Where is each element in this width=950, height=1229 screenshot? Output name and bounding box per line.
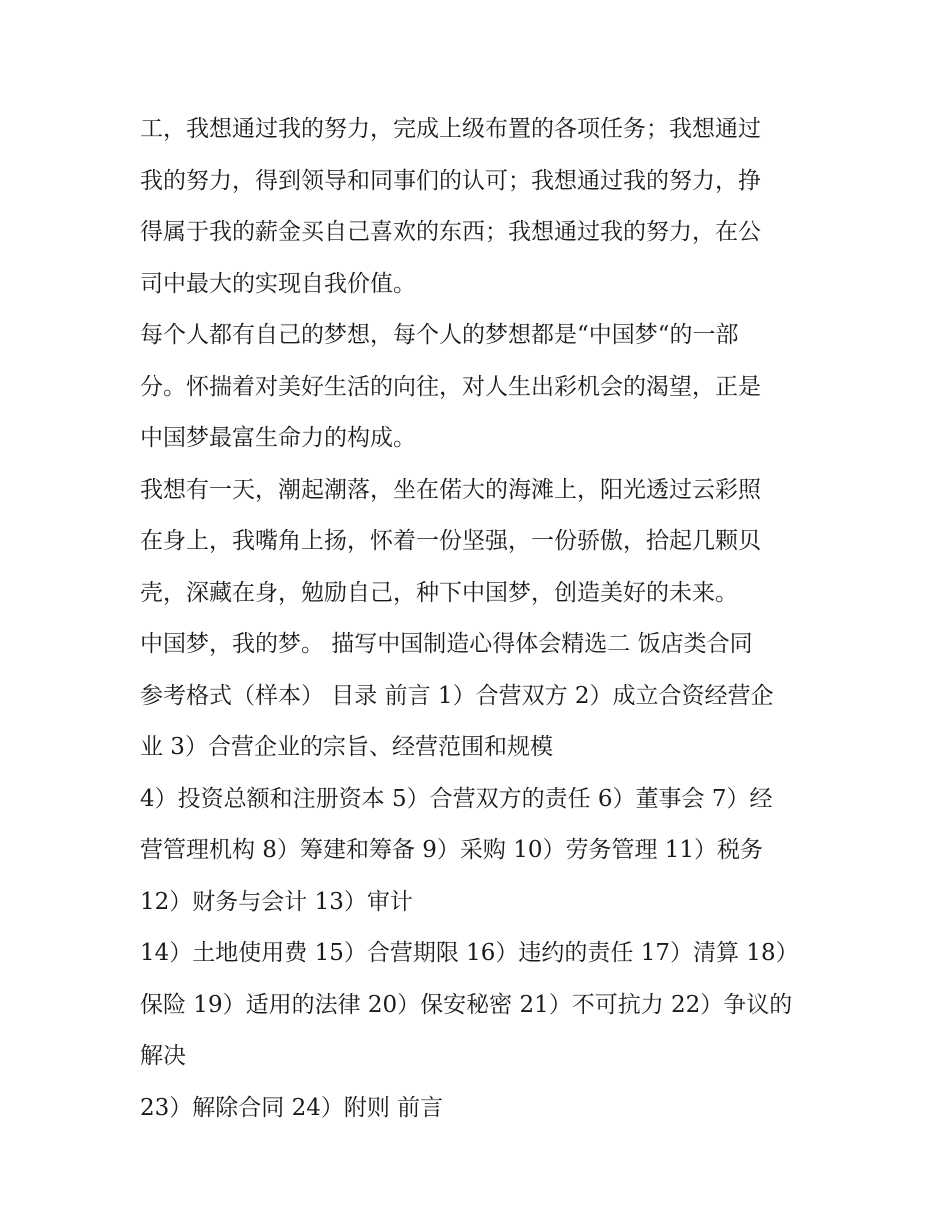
text-line-4: 司中最大的实现自我价值。	[140, 270, 416, 297]
text-line-19: 解决	[140, 1043, 186, 1069]
text-line-6: 分。怀揣着对美好生活的向往，对人生出彩机会的渴望，正是	[140, 373, 761, 400]
text-line-16: 12）财务与会计 13）审计	[140, 888, 413, 915]
text-line-11: 中国梦，我的梦。 描写中国制造心得体会精选二 饭店类合同	[140, 631, 753, 657]
text-line-5: 每个人都有自己的梦想，每个人的梦想都是“中国梦“的一部	[140, 322, 739, 348]
text-line-17: 14）土地使用费 15）合营期限 16）违约的责任 17）清算 18）	[140, 940, 799, 966]
text-line-13: 业 3）合营企业的宗旨、经营范围和规模	[140, 734, 553, 760]
text-line-18: 保险 19）适用的法律 20）保安秘密 21）不可抗力 22）争议的	[140, 991, 793, 1018]
text-line-15: 营管理机构 8）筹建和筹备 9）采购 10）劳务管理 11）税务	[140, 837, 764, 863]
text-line-1: 工，我想通过我的努力，完成上级布置的各项任务；我想通过	[140, 116, 761, 142]
text-line-9: 在身上，我嘴角上扬，怀着一份坚强，一份骄傲，拾起几颗贝	[140, 528, 761, 554]
text-line-8: 我想有一天，潮起潮落，坐在偌大的海滩上，阳光透过云彩照	[140, 476, 761, 503]
text-line-10: 壳，深藏在身，勉励自己，种下中国梦，创造美好的未来。	[140, 579, 738, 606]
text-line-2: 我的努力，得到领导和同事们的认可；我想通过我的努力，挣	[140, 167, 761, 194]
document-body	[140, 104, 820, 1134]
text-line-14: 4）投资总额和注册资本 5）合营双方的责任 6）董事会 7）经	[140, 785, 773, 812]
text-line-20: 23）解除合同 24）附则 前言	[140, 1094, 444, 1121]
text-line-3: 得属于我的薪金买自己喜欢的东西；我想通过我的努力，在公	[140, 219, 761, 245]
text-line-12: 参考格式（样本） 目录 前言 1）合营双方 2）成立合资经营企	[140, 682, 774, 709]
text-line-7: 中国梦最富生命力的构成。	[140, 425, 416, 451]
